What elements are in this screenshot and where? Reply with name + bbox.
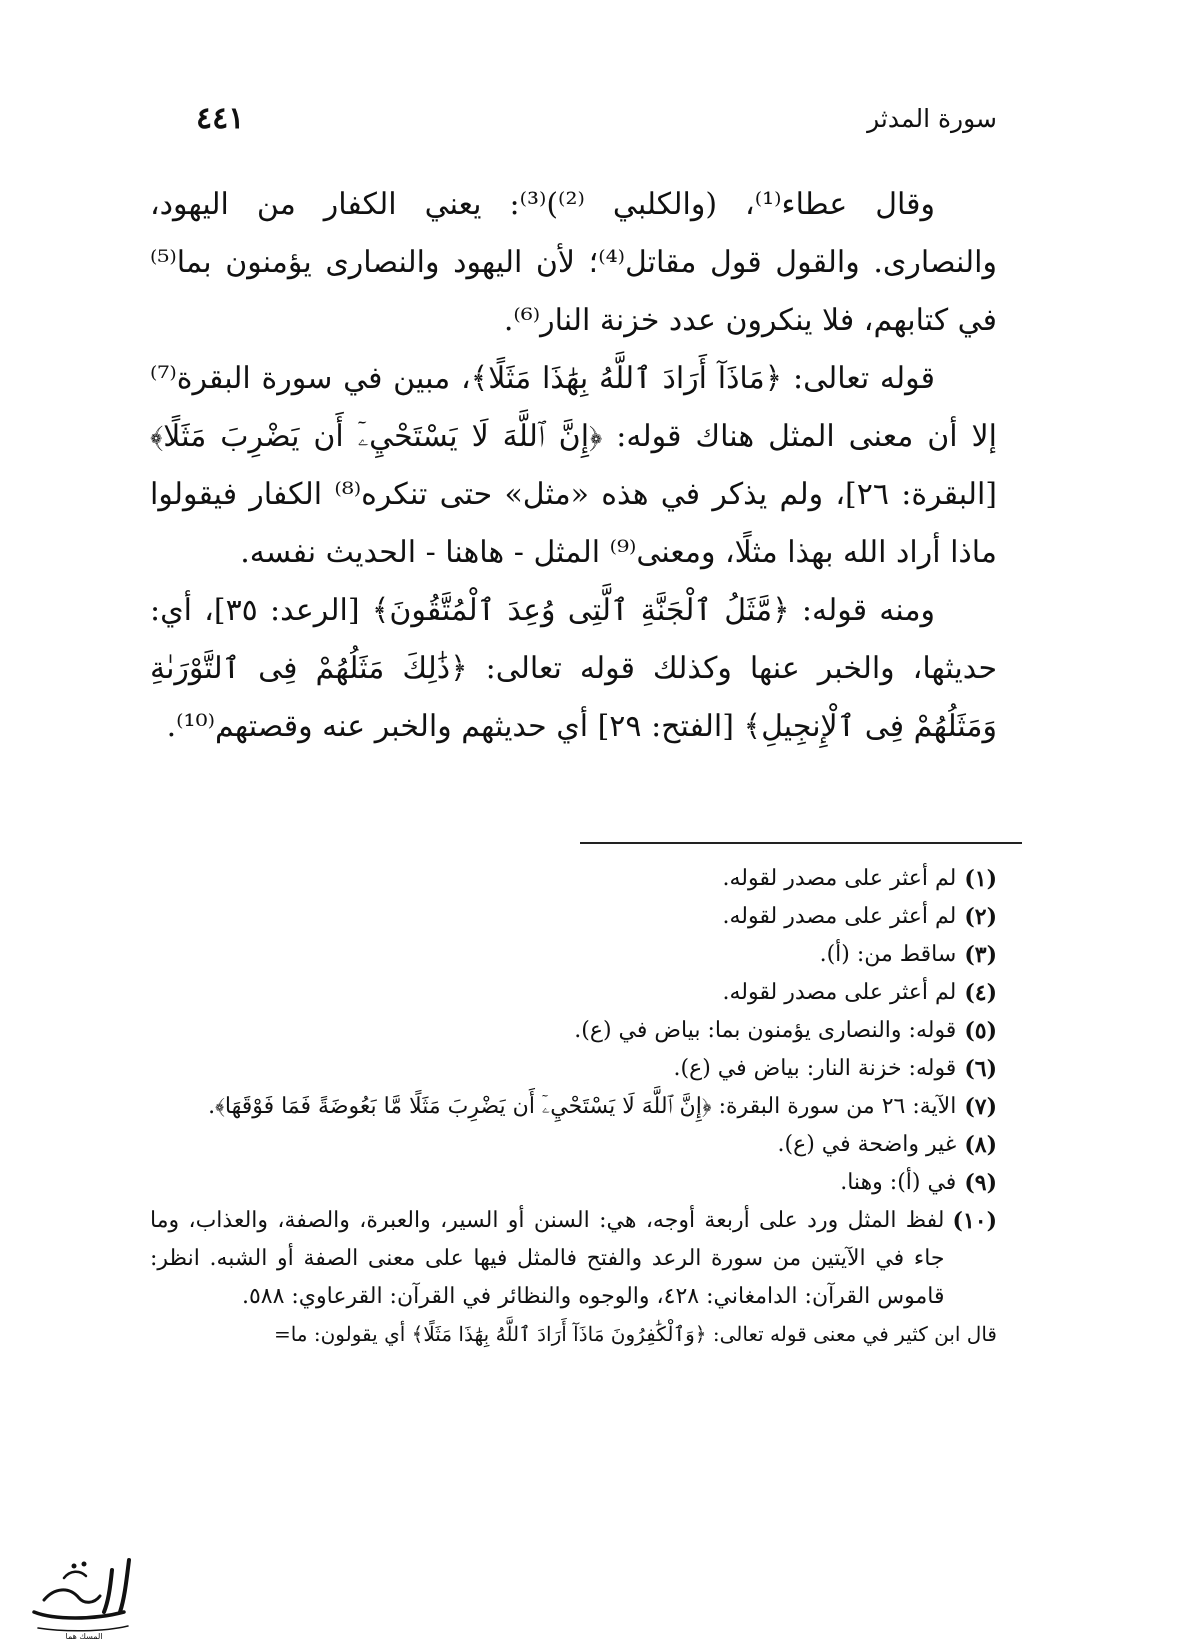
footnotes [150, 860, 997, 1352]
footnote-number: (٦) [964, 1056, 997, 1082]
footnote-item [150, 860, 997, 898]
footnote-text: غير واضحة في (ع). [777, 1132, 957, 1157]
paragraph: قوله تعالى: ﴿مَاذَآ أَرَادَ ٱللَّهُ بِهَٰذَا مَثَلًا﴾، مبين في سورة البقرة⁽⁷⁾ إلا أن معنى المثل هناك قوله: ﴿إِنَّ ٱللَّهَ لَا يَسْتَحْيِۦٓ أَن يَضْرِبَ مَثَلًا﴾ [البقرة: ٢٦]، ولم يذكر في هذه «مثل» حتى تنكره⁽⁸⁾ الكفار فيقولوا ماذا أراد الله بهذا مثلًا، ومعنى⁽⁹⁾ المثل - هاهنا - الحديث نفسه. [150, 361, 997, 570]
footnote-text: الآية: ٢٦ من سورة البقرة: ﴿إِنَّ ٱللَّهَ لَا يَسْتَحْيِۦٓ أَن يَضْرِبَ مَثَلًا مَّا بَعُوضَةً فَمَا فَوْقَهَا﴾. [208, 1094, 957, 1119]
footnote-number: (٢) [964, 904, 997, 930]
footnote-text: في (أ): وهنا. [840, 1170, 957, 1195]
footnote-text: لم أعثر على مصدر لقوله. [722, 904, 957, 929]
paragraph: وقال عطاء⁽¹⁾، (والكلبي ⁽²⁾)⁽³⁾: يعني الكفار من اليهود، والنصارى. والقول قول مقاتل⁽⁴⁾؛ لأن اليهود والنصارى يؤمنون بما⁽⁵⁾ في كتابهم، فلا ينكرون عدد خزنة النار⁽⁶⁾. [150, 187, 997, 338]
footnote-number: (٥) [964, 1018, 997, 1044]
footnote-item [150, 1012, 997, 1050]
footnote-item [150, 898, 997, 936]
logo-text: المسك هما [65, 1632, 103, 1640]
paragraph: ومنه قوله: ﴿مَّثَلُ ٱلْجَنَّةِ ٱلَّتِى وُعِدَ ٱلْمُتَّقُونَ﴾ [الرعد: ٣٥]، أي: حديثها، والخبر عنها وكذلك قوله تعالى: ﴿ذَٰلِكَ مَثَلُهُمْ فِى ٱلتَّوْرَىٰةِ وَمَثَلُهُمْ فِى ٱلْإِنجِيلِ﴾ [الفتح: ٢٩] أي حديثهم والخبر عنه وقصتهم⁽¹⁰⁾. [150, 593, 997, 744]
main-text [150, 176, 997, 756]
page-header [196, 96, 997, 140]
footnote-text: لم أعثر على مصدر لقوله. [722, 866, 957, 891]
footnote-continuation: قال ابن كثير في معنى قوله تعالى: ﴿وَٱلْكَٰفِرُونَ مَاذَآ أَرَادَ ٱللَّهُ بِهَٰذَا مَثَلًا﴾ أي يقولون: ما= [273, 1322, 997, 1346]
footnote-item [150, 1050, 997, 1088]
footnote-item [150, 974, 997, 1012]
footnote-text: لفظ المثل ورد على أربعة أوجه، هي: السنن أو السير، والعبرة، والصفة، والعذاب، وما جاء في الآيتين من سورة الرعد والفتح فالمثل فيها على معنى الصفة أو الشبه. انظر: قاموس القرآن: الدامغاني: ٤٢٨، والوجوه والنظائر في القرآن: القرعاوي: ٥٨٨. [150, 1208, 945, 1309]
footnote-number: (٧) [964, 1094, 997, 1120]
footnote-text: قوله: خزنة النار: بياض في (ع). [673, 1056, 957, 1081]
footnote-number: (٨) [964, 1132, 997, 1158]
footnote-divider [580, 842, 1022, 844]
page-number: ٤٤١ [196, 100, 245, 136]
footnote-number: (٤) [964, 980, 997, 1006]
footnote-text: ساقط من: (أ). [819, 942, 957, 967]
footnote-item [150, 1164, 997, 1202]
footnote-text: قوله: والنصارى يؤمنون بما: بياض في (ع). [574, 1018, 957, 1043]
footnote-number: (٩) [964, 1170, 997, 1196]
calligraphy-logo-icon [24, 1540, 144, 1640]
footnote-item [150, 1088, 997, 1126]
footnote-number: (٣) [964, 942, 997, 968]
footnote-number: (١٠) [952, 1208, 997, 1234]
footnote-item [150, 1126, 997, 1164]
surah-title: سورة المدثر [867, 103, 997, 133]
footnote-item [150, 1202, 997, 1316]
footnote-number: (١) [964, 866, 997, 892]
footnote-item [150, 936, 997, 974]
footnote-text: لم أعثر على مصدر لقوله. [722, 980, 957, 1005]
